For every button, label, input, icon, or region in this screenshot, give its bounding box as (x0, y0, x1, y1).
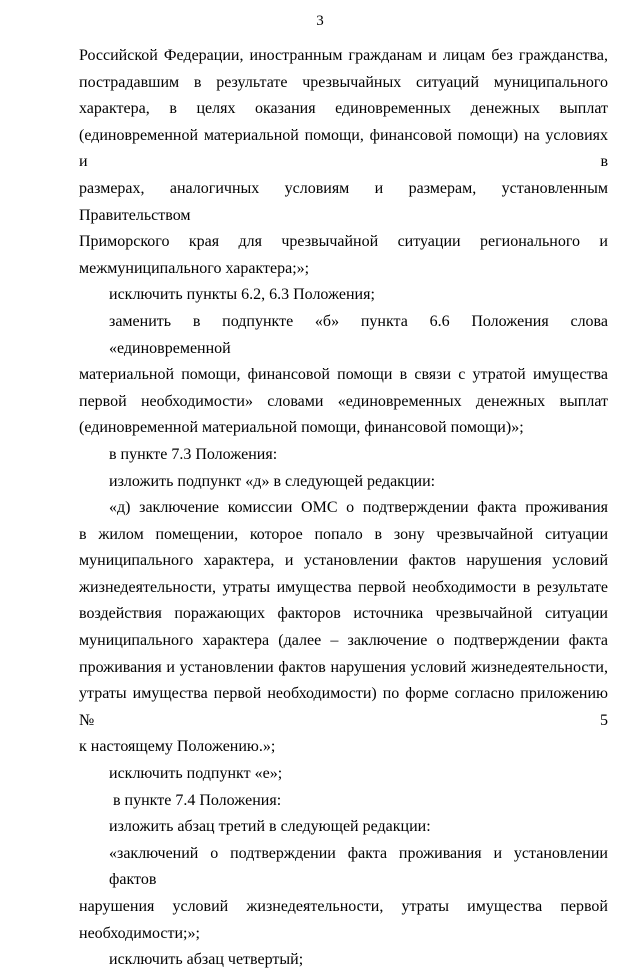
text-line: первой необходимости» словами «единовременных денежных выплат (79, 392, 608, 410)
paragraph-exclude-subpoint-e (79, 761, 608, 788)
page-number: 3 (316, 13, 324, 29)
text-line: к настоящему Положению.»; (79, 738, 276, 756)
text-line: пострадавшим в результате чрезвычайных ситуаций муниципального (79, 73, 608, 91)
paragraph-subpoint-d-text (79, 495, 608, 761)
paragraph-exclude-fourth-clause (79, 947, 608, 974)
text-line: исключить подпункт «е»; (109, 765, 283, 783)
text-line: Российской Федерации, иностранным гражданам и лицам без гражданства, (79, 47, 608, 64)
text-line: воздействия поражающих факторов источника чрезвычайной ситуации (79, 605, 608, 623)
text-line: (единовременной материальной помощи, финансовой помощи) на условиях и в (79, 126, 608, 171)
text-line: изложить абзац третий в следующей редакции: (109, 818, 431, 836)
paragraph-exclude-points (79, 282, 608, 309)
text-line: утраты имущества первой необходимости) по форме согласно приложению № 5 (79, 685, 608, 729)
text-line: нарушения условий жизнедеятельности, утраты имущества первой (79, 898, 608, 915)
paragraph-point-7-4 (79, 788, 608, 815)
text-line: исключить абзац четвертый; (109, 951, 304, 969)
text-line: характера, в целях оказания единовременных денежных выплат (79, 100, 608, 118)
text-line: проживания и установлении фактов нарушения условий жизнедеятельности, (79, 658, 608, 676)
document-body (79, 43, 608, 974)
paragraph-state-third-clause (79, 814, 608, 841)
paragraph-point-7-3 (79, 442, 608, 469)
text-line: Приморского края для чрезвычайной ситуации регионального и (79, 233, 608, 251)
text-line: заменить в подпункте «б» пункта 6.6 Положения слова «единовременной (109, 312, 608, 357)
text-line: «заключений о подтверждении факта проживания и установлении фактов (109, 844, 608, 889)
text-line: исключить пункты 6.2, 6.3 Положения; (109, 286, 375, 304)
text-line: муниципального характера (далее – заключение о подтверждении факта (79, 632, 608, 650)
text-line: в пункте 7.3 Положения: (109, 445, 278, 463)
text-line: необходимости;»; (79, 924, 200, 942)
text-line: «д) заключение комиссии ОМС о подтверждении факта проживания (109, 499, 608, 517)
text-line: материальной помощи, финансовой помощи в связи с утратой имущества (79, 366, 608, 384)
paragraph-continuation (79, 43, 608, 282)
text-line: муниципального характера, и установлении фактов нарушения условий (79, 552, 608, 570)
text-line: в пункте 7.4 Положения: (113, 791, 282, 809)
text-line: изложить подпункт «д» в следующей редакции: (109, 472, 436, 490)
paragraph-state-subpoint-d (79, 469, 608, 496)
text-line: жизнедеятельности, утраты имущества первой необходимости в результате (79, 578, 608, 596)
text-line: межмуниципального характера;»; (79, 259, 310, 277)
paragraph-third-clause-text (79, 841, 608, 947)
text-line: в жилом помещении, которое попало в зону чрезвычайной ситуации (79, 525, 608, 543)
paragraph-replace-words (79, 309, 608, 442)
text-line: (единовременной материальной помощи, финансовой помощи)»; (79, 419, 524, 437)
text-line: размерах, аналогичных условиям и размерам, установленным Правительством (79, 179, 608, 224)
